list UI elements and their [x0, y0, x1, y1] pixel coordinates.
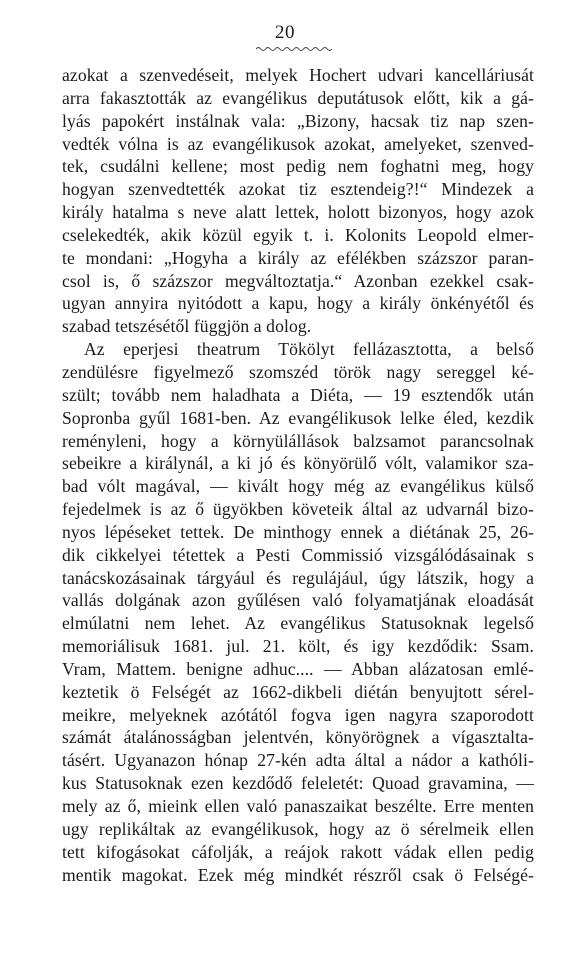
text-line: Sopronba gyűl 1681-ben. Az evangélikusok lelke éled, kezdik	[62, 407, 534, 428]
text-line: király hatalma s neve alatt lettek, holott bizonyos, hogy azok	[62, 202, 534, 223]
text-line: fejedelmek is az ő ügyökben követeik által az udvarnál bizo-	[62, 499, 534, 520]
text-line: ugy replikáltak az evangélikusok, hogy az ö sérelmeik ellen	[62, 818, 534, 839]
text-line: sebeikre a királynál, a ki jó és könyörülő vólt, valamikor sza-	[62, 453, 534, 474]
text-line: mentik magokat. Ezek még mindkét részről csak ö Felségé-	[62, 864, 534, 885]
body-text	[62, 64, 534, 886]
text-line: csol is, ő százszor megváltoztatja.“ Azonban ezekkel csak-	[62, 270, 534, 291]
text-line: te mondani: „Hogyha a király az efélékben százszor paran-	[62, 247, 534, 268]
text-line: vallás dolgának azon gyűlésen való folyamatjának eloadását	[62, 590, 534, 611]
text-line: zendülésre figyelmező szomszéd török nagy sereggel ké-	[62, 361, 534, 382]
text-line: tek, csudálni kellene; most pedig nem foghatni meg, hogy	[62, 156, 534, 177]
text-line: azokat a szenvedéseit, melyek Hochert udvari kancelláriusát	[62, 65, 534, 85]
paragraph-start-line: Az eperjesi theatrum Tökölyt fellázasztotta, a belső	[84, 339, 534, 360]
text-line: Vram, Mattem. benigne adhuc.... — Abban alázatosan emlé-	[62, 658, 534, 679]
text-line: arra fakasztották az evangélikus deputátusok előtt, kik a gá-	[62, 87, 534, 108]
text-line: kus Statusoknak ezen kezdődő feleletét: Quoad gravamina, —	[62, 773, 534, 794]
text-line: nyos lépéseket tettek. De minthogy ennek a diétának 25, 26-	[62, 521, 534, 542]
text-line: keztetik ö Felségét az 1662-dikbeli diétán benyujtott sérel-	[62, 681, 534, 702]
text-line: reményleni, hogy a környülállások balzsamot parancsolnak	[62, 430, 534, 451]
text-line: vedték vólna is az evangélikusok azokat, amelyeket, szenved-	[62, 133, 534, 154]
text-line: tásért. Ugyanazon hónap 27-kén adta által a nádor a kathóli-	[62, 750, 534, 771]
text-line: elmúlatni nem lehet. Az evangélikus Statusoknak legelső	[62, 613, 534, 634]
text-line: bad vólt magával, — kivált hogy még az evangélikus külső	[62, 476, 534, 497]
text-line: mely az ő, mieink ellen való panaszaikat beszélte. Erre menten	[62, 796, 534, 816]
text-line: hogyan szenvedtették azokat tiz esztendeig?!“ Mindezek a	[62, 179, 534, 200]
text-line: tett kifogásokat cáfolják, a reájok rakott vádak ellen pedig	[62, 841, 534, 862]
text-line: számát átalánosságban jelentvén, könyörögnek a vígasztalta-	[62, 727, 534, 748]
text-line: tanácskozásainak tárgyául és regulájául, úgy látszik, hogy a	[62, 567, 534, 588]
text-line: meikre, melyeknek azótától fogva igen nagyra szaporodott	[62, 704, 534, 725]
paragraph-end-line: szabad tetszésétől függjön a dolog.	[62, 316, 312, 337]
text-line: memoriálisuk 1681. jul. 21. költ, és igy kezdődik: Ssam.	[62, 636, 534, 657]
text-line: szült; tovább nem haladhata a Diéta, — 19 esztendők után	[62, 384, 534, 405]
text-line: cselekedték, akik közül egyik t. i. Kolonits Leopold elmer-	[62, 224, 534, 245]
header-ornament-rule	[256, 46, 332, 52]
text-line: lyás papokért instálnak vala: „Bizony, hacsak tiz nap szen-	[62, 110, 534, 131]
text-line: ugyan annyira nyitódott a kapu, hogy a király önkényétől és	[62, 293, 534, 314]
page-number: 20	[275, 22, 295, 43]
text-line: dik cikkelyei tétettek a Pesti Commissió vizsgálódásainak s	[62, 544, 534, 565]
